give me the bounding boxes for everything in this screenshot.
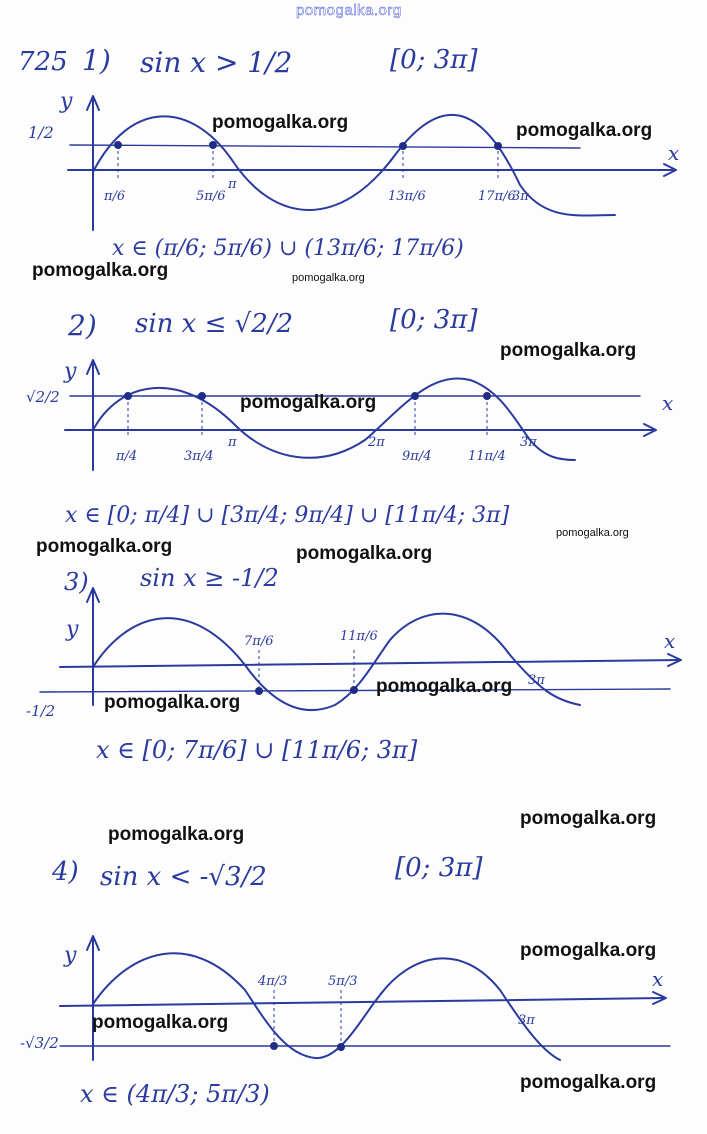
intersection-point (198, 392, 206, 400)
tick-label: π (228, 177, 237, 192)
y-axis-label: y (64, 359, 77, 384)
part-4-number: 4) (52, 857, 79, 887)
x-axis-label: x (652, 967, 664, 991)
part-4-interval: [0; 3π] (395, 853, 483, 883)
watermark: pomogalka.org (520, 808, 657, 829)
watermark: pomogalka.org (92, 1012, 229, 1033)
part-1-number: 1) (82, 44, 111, 77)
tick-label: 11π/6 (340, 629, 378, 644)
watermark: pomogalka.org (104, 692, 241, 713)
y-level-label: √2/2 (26, 388, 60, 406)
sine-curve (93, 378, 575, 460)
intersection-point (270, 1042, 278, 1050)
intersection-point (350, 686, 358, 694)
tick-label: π/4 (116, 449, 138, 464)
watermark: pomogalka.org (32, 260, 169, 281)
tick-label: 3π (518, 1013, 535, 1028)
y-axis-label: y (60, 89, 73, 114)
tick-label: 5π/3 (328, 974, 358, 989)
part-4-inequality: sin x < -√3/2 (100, 862, 267, 892)
intersection-point (124, 392, 132, 400)
tick-label: 3π (520, 435, 537, 450)
x-axis-label: x (662, 391, 674, 415)
part-3-answer: x ∈ [0; 7π/6] ∪ [11π/6; 3π] (96, 736, 418, 764)
part-3-inequality: sin x ≥ -1/2 (140, 564, 279, 592)
tick-label: 7π/6 (244, 634, 274, 649)
part-4-answer: x ∈ (4π/3; 5π/3) (80, 1080, 270, 1108)
watermark: pomogalka.org (212, 112, 349, 133)
watermark: pomogalka.org (36, 536, 173, 557)
watermark: pomogalka.org (376, 676, 513, 697)
watermark-small: pomogalka.org (556, 527, 629, 539)
y-axis-label: y (66, 617, 79, 642)
intersection-point (209, 141, 217, 149)
part-1 (18, 44, 679, 261)
watermark: pomogalka.org (500, 340, 637, 361)
x-axis-line (60, 660, 680, 667)
watermark: pomogalka.org (516, 120, 653, 141)
sine-curve (93, 953, 560, 1060)
part-1-inequality: sin x > 1/2 (140, 46, 293, 79)
x-axis-line (60, 998, 665, 1006)
tick-label: 3π (512, 189, 529, 204)
tick-label: 2π (368, 435, 385, 450)
tick-label: 9π/4 (402, 449, 432, 464)
tick-label: 17π/6 (478, 189, 516, 204)
tick-label: 13π/6 (388, 189, 426, 204)
tick-label: 3π (528, 673, 545, 688)
watermark: pomogalka.org (108, 824, 245, 845)
tick-label: π (228, 435, 237, 450)
intersection-point (255, 687, 263, 695)
watermark: pomogalka.org (296, 543, 433, 564)
y-level-label: 1/2 (28, 123, 54, 142)
level-line (70, 145, 580, 148)
y-axis-label: y (64, 943, 77, 968)
watermark: pomogalka.org (520, 1072, 657, 1093)
problem-number: 725 (18, 47, 68, 77)
part-2-answer: x ∈ [0; π/4] ∪ [3π/4; 9π/4] ∪ [11π/4; 3π] (65, 503, 510, 528)
intersection-point (399, 142, 407, 150)
intersection-point (494, 142, 502, 150)
part-4 (20, 853, 670, 1108)
part-2-inequality: sin x ≤ √2/2 (135, 309, 294, 339)
intersection-point (114, 141, 122, 149)
part-3-number: 3) (64, 568, 89, 596)
tick-label: π/6 (104, 189, 126, 204)
watermark: pomogalka.org (520, 940, 657, 961)
part-3 (26, 564, 681, 764)
x-axis-label: x (664, 629, 676, 653)
watermark-small: pomogalka.org (292, 272, 365, 284)
tick-label: 5π/6 (196, 189, 226, 204)
x-axis-label: x (668, 141, 680, 165)
tick-label: 11π/4 (468, 449, 506, 464)
watermark: pomogalka.org (240, 392, 377, 413)
part-1-answer: x ∈ (π/6; 5π/6) ∪ (13π/6; 17π/6) (112, 236, 464, 261)
y-level-label: -√3/2 (20, 1034, 59, 1052)
y-level-label: -1/2 (26, 702, 56, 720)
tick-label: 4π/3 (258, 974, 288, 989)
intersection-point (337, 1043, 345, 1051)
tick-label: 3π/4 (184, 449, 214, 464)
part-2-number: 2) (68, 309, 97, 342)
part-2-interval: [0; 3π] (390, 305, 478, 335)
watermark-top: pomogalka.org (296, 2, 402, 19)
intersection-point (411, 392, 419, 400)
part-1-interval: [0; 3π] (390, 45, 478, 75)
part-2 (26, 305, 673, 528)
intersection-point (483, 392, 491, 400)
